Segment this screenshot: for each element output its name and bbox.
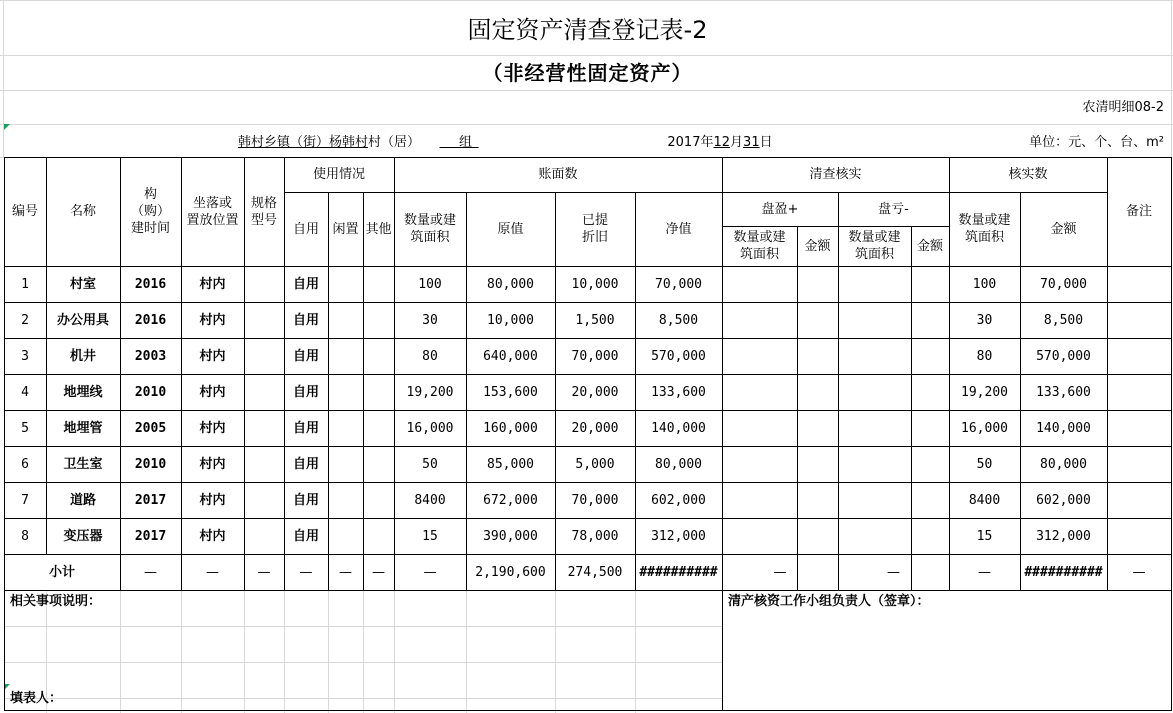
date-day: 31	[743, 134, 760, 150]
row-no[interactable]: 7	[21, 492, 29, 508]
row-original[interactable]: 85,000	[487, 456, 534, 472]
header-usage: 使用情况	[312, 167, 365, 182]
row-confirmed-qty[interactable]: 50	[976, 456, 993, 472]
row-confirmed-amt[interactable]: 570,000	[1036, 348, 1091, 364]
row-depreciation[interactable]: 70,000	[571, 492, 619, 508]
subtotal-depreciation[interactable]: 274,500	[567, 564, 623, 580]
gridline	[0, 0, 1173, 1]
row-name[interactable]: 地埋管	[63, 420, 103, 436]
row-usage[interactable]: 自用	[292, 348, 319, 364]
subtotal-dash: —	[978, 564, 991, 580]
subtotal-dash: —	[299, 564, 313, 580]
subtotal-label: 小计	[48, 564, 75, 580]
row-usage[interactable]: 自用	[292, 276, 319, 292]
column-border	[797, 226, 798, 591]
row-usage[interactable]: 自用	[292, 456, 319, 472]
row-original[interactable]: 153,600	[483, 384, 538, 400]
comment-marker-icon	[4, 124, 10, 130]
header-book-qty: 数量或建 筑面积	[403, 213, 456, 245]
row-depreciation[interactable]: 10,000	[571, 276, 619, 292]
header-spec: 规格 型号	[250, 195, 277, 228]
row-net[interactable]: 570,000	[651, 348, 706, 364]
header-confirmed: 核实数	[1008, 167, 1048, 182]
row-original[interactable]: 10,000	[487, 312, 534, 328]
header-built-time: 构 （购） 建时间	[130, 187, 170, 236]
gridline	[1171, 0, 1172, 158]
row-depreciation[interactable]: 1,500	[575, 312, 615, 328]
row-original[interactable]: 390,000	[483, 528, 538, 544]
row-qty[interactable]: 80	[422, 348, 438, 364]
row-confirmed-qty[interactable]: 30	[976, 312, 993, 328]
date-month-label: 月	[730, 134, 744, 150]
location-line	[150, 130, 560, 154]
header-book: 账面数	[538, 167, 578, 182]
row-confirmed-amt[interactable]: 140,000	[1036, 420, 1091, 436]
column-border	[911, 226, 912, 591]
row-year[interactable]: 2005	[134, 420, 167, 436]
village-label: 村（居）	[367, 134, 420, 150]
row-qty[interactable]: 30	[422, 312, 438, 328]
row-year[interactable]: 2017	[134, 528, 167, 544]
row-net[interactable]: 133,600	[651, 384, 706, 400]
row-depreciation[interactable]: 20,000	[571, 384, 619, 400]
row-usage[interactable]: 自用	[292, 312, 319, 328]
row-no[interactable]: 4	[21, 384, 29, 400]
header-loss-amt: 金额	[916, 238, 943, 254]
row-location[interactable]: 村内	[199, 348, 226, 364]
row-qty[interactable]: 100	[418, 276, 442, 292]
row-confirmed-qty[interactable]: 100	[972, 276, 997, 292]
subtotal-dash: —	[1132, 564, 1146, 580]
signer-label: 清产核资工作小组负责人（签章）：	[728, 593, 930, 609]
group-field	[420, 134, 459, 151]
row-year[interactable]: 2016	[134, 312, 167, 328]
row-usage[interactable]: 自用	[292, 528, 319, 544]
row-confirmed-qty[interactable]: 16,000	[961, 420, 1008, 436]
row-no[interactable]: 5	[21, 420, 29, 436]
row-confirmed-qty[interactable]: 8400	[968, 492, 1001, 508]
gridline	[635, 590, 636, 713]
date-year-label: 年	[700, 134, 714, 150]
row-no[interactable]: 6	[21, 456, 29, 472]
subtotal-dash: —	[773, 564, 787, 580]
subtotal-dash: —	[206, 564, 219, 580]
unit-label: 单位：元、个、台、m²	[1029, 134, 1164, 150]
row-no[interactable]: 8	[21, 528, 29, 544]
row-name[interactable]: 变压器	[63, 528, 103, 544]
date-day-label: 日	[759, 134, 773, 150]
row-original[interactable]: 80,000	[487, 276, 534, 292]
filler-label: 填表人：	[10, 690, 63, 706]
row-depreciation[interactable]: 70,000	[571, 348, 619, 364]
row-no[interactable]: 1	[21, 276, 29, 292]
row-net[interactable]: 140,000	[651, 420, 706, 436]
gridline	[0, 124, 1173, 125]
form-code: 农清明细08-2	[1082, 99, 1164, 115]
header-original: 原值	[497, 221, 524, 237]
row-name[interactable]: 道路	[69, 492, 96, 508]
header-confirmed-amt: 金额	[1050, 221, 1077, 237]
row-confirmed-amt[interactable]: 602,000	[1036, 492, 1091, 508]
subtotal-net[interactable]: ##########	[639, 564, 718, 580]
town-field: 韩村乡镇（街）	[237, 134, 329, 150]
header-depreciation: 已提 折旧	[581, 213, 608, 245]
village-field: 杨韩村	[328, 134, 368, 150]
row-year[interactable]: 2003	[134, 348, 167, 364]
row-confirmed-amt[interactable]: 70,000	[1040, 276, 1087, 292]
row-usage[interactable]: 自用	[292, 492, 319, 508]
row-confirmed-amt[interactable]: 8,500	[1043, 312, 1084, 328]
row-location[interactable]: 村内	[199, 456, 226, 472]
subtotal-dash: —	[144, 564, 157, 580]
subtotal-dash: —	[423, 564, 437, 580]
header-remark: 备注	[1125, 204, 1152, 219]
column-border	[1171, 157, 1172, 711]
row-year[interactable]: 2010	[134, 384, 167, 400]
header-location: 坐落或 置放位置	[186, 195, 239, 228]
row-name[interactable]: 办公用具	[56, 312, 109, 328]
row-confirmed-amt[interactable]: 80,000	[1040, 456, 1087, 472]
row-no[interactable]: 3	[21, 348, 29, 364]
header-no: 编号	[11, 204, 38, 219]
row-qty[interactable]: 8400	[414, 492, 446, 508]
subtotal-dash: —	[887, 564, 900, 580]
subtotal-confirmed-amt[interactable]: ##########	[1024, 564, 1103, 580]
row-qty[interactable]: 15	[422, 528, 438, 544]
date-line	[620, 130, 820, 154]
row-qty[interactable]: 16,000	[406, 420, 454, 436]
gridline	[0, 90, 1173, 91]
row-usage[interactable]: 自用	[292, 384, 319, 400]
row-confirmed-qty[interactable]: 19,200	[961, 384, 1008, 400]
page-subtitle: （非经营性固定资产）	[482, 60, 693, 85]
row-location[interactable]: 村内	[199, 312, 226, 328]
date-year: 2017	[667, 134, 701, 150]
notes-label: 相关事项说明：	[10, 593, 102, 609]
row-depreciation[interactable]: 5,000	[575, 456, 615, 472]
row-qty[interactable]: 50	[422, 456, 438, 472]
row-confirmed-amt[interactable]: 312,000	[1036, 528, 1091, 544]
header-confirmed-qty: 数量或建 筑面积	[958, 213, 1011, 245]
row-original[interactable]: 640,000	[483, 348, 538, 364]
row-net[interactable]: 70,000	[655, 276, 702, 292]
row-name[interactable]: 村室	[69, 276, 96, 292]
row-name[interactable]: 卫生室	[63, 456, 103, 472]
row-confirmed-qty[interactable]: 15	[976, 528, 993, 544]
subtotal-dash: —	[372, 564, 385, 580]
subtotal-dash: —	[257, 564, 271, 580]
row-net[interactable]: 8,500	[658, 312, 699, 328]
row-net[interactable]: 80,000	[655, 456, 702, 472]
row-net[interactable]: 602,000	[651, 492, 706, 508]
header-other: 其他	[365, 221, 392, 237]
row-year[interactable]: 2010	[134, 456, 167, 472]
row-year[interactable]: 2016	[134, 276, 167, 292]
table-bottom-border	[4, 710, 1172, 711]
row-no[interactable]: 2	[21, 312, 29, 328]
row-confirmed-qty[interactable]: 80	[976, 348, 993, 364]
row-year[interactable]: 2017	[134, 492, 167, 508]
row-depreciation[interactable]: 20,000	[571, 420, 619, 436]
header-name: 名称	[69, 204, 96, 219]
row-original[interactable]: 672,000	[483, 492, 538, 508]
header-self-use: 自用	[292, 221, 319, 237]
subtotal-original[interactable]: 2,190,600	[475, 564, 546, 580]
row-depreciation[interactable]: 78,000	[571, 528, 619, 544]
header-surplus: 盘盈+	[761, 201, 799, 217]
row-net[interactable]: 312,000	[651, 528, 706, 544]
row-usage[interactable]: 自用	[292, 420, 319, 436]
row-location[interactable]: 村内	[199, 384, 226, 400]
row-location[interactable]: 村内	[199, 528, 226, 544]
row-qty[interactable]: 19,200	[406, 384, 454, 400]
header-verify: 清查核实	[809, 167, 862, 182]
row-original[interactable]: 160,000	[483, 420, 538, 436]
header-loss-qty: 数量或建 筑面积	[848, 230, 901, 262]
gridline	[466, 590, 467, 713]
header-surplus-qty: 数量或建 筑面积	[733, 230, 786, 262]
row-location[interactable]: 村内	[199, 420, 226, 436]
date-month: 12	[713, 134, 731, 150]
header-net: 净值	[665, 221, 692, 237]
row-location[interactable]: 村内	[199, 276, 226, 292]
row-name[interactable]: 地埋线	[63, 384, 103, 400]
group-label: 组	[459, 134, 473, 150]
subtotal-dash: —	[339, 564, 352, 580]
page-title: 固定资产清查登记表-2	[467, 15, 708, 44]
row-location[interactable]: 村内	[199, 492, 226, 508]
header-loss: 盘亏-	[878, 201, 909, 217]
header-idle: 闲置	[332, 221, 359, 237]
gridline	[555, 590, 556, 713]
row-confirmed-amt[interactable]: 133,600	[1036, 384, 1091, 400]
header-surplus-amt: 金额	[804, 238, 831, 254]
row-name[interactable]: 机井	[69, 348, 96, 364]
